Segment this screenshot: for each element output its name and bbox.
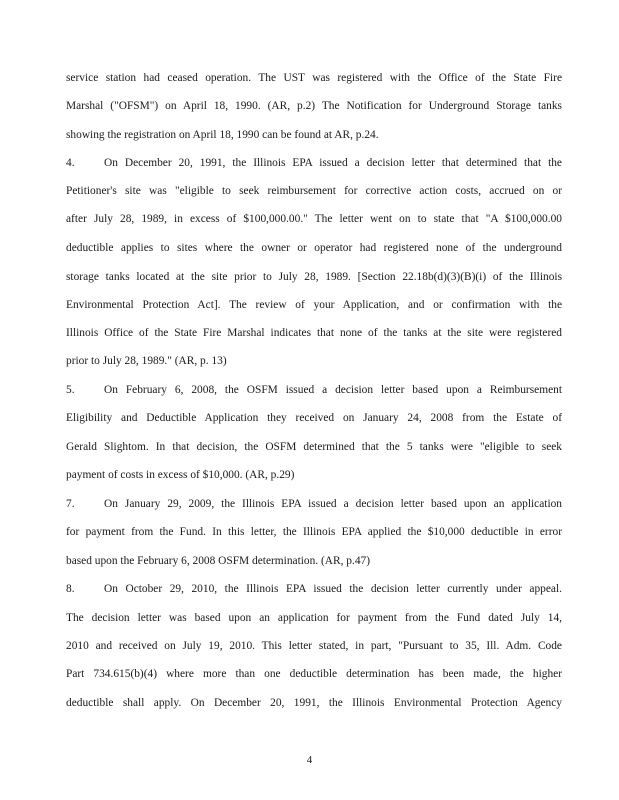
paragraph-4-line: Illinois Office of the State Fire Marshal indicates that none of the tanks at the site were registered: [66, 327, 562, 339]
paragraph-8-line: The decision letter was based upon an application for payment from the Fund dated July 14,: [66, 612, 562, 624]
paragraph-5-line: Gerald Slightom. In that decision, the OSFM determined that the 5 tanks were "eligible to seek: [66, 441, 562, 453]
paragraph-number: 8.: [66, 583, 75, 595]
paragraph-text: On October 29, 2010, the Illinois EPA issued the decision letter currently under appeal.: [104, 583, 562, 595]
intro-line-3: showing the registration on April 18, 1990 can be found at AR, p.24.: [66, 129, 379, 141]
paragraph-4-line: storage tanks located at the site prior to July 28, 1989. [Section 22.18b(d)(3)(B)(i) of the Illinois: [66, 271, 562, 283]
paragraph-text: On February 6, 2008, the OSFM issued a decision letter based upon a Reimbursement: [104, 384, 562, 396]
paragraph-4-line: prior to July 28, 1989." (AR, p. 13): [66, 355, 227, 367]
paragraph-text: On December 20, 1991, the Illinois EPA issued a decision letter that determined that the: [104, 157, 562, 169]
paragraph-7-line: for payment from the Fund. In this letter, the Illinois EPA applied the $10,000 deductible in error: [66, 526, 562, 538]
paragraph-4-line: deductible applies to sites where the owner or operator had registered none of the underground: [66, 242, 562, 254]
paragraph-8-first-line: [66, 582, 562, 596]
paragraph-4-line: after July 28, 1989, in excess of $100,000.00." The letter went on to state that "A $100,000.00: [66, 213, 562, 225]
paragraph-5-first-line: [66, 383, 562, 397]
paragraph-4-line: Environmental Protection Act]. The review of your Application, and or confirmation with the: [66, 299, 562, 311]
paragraph-4-line: Petitioner's site was "eligible to seek reimbursement for corrective action costs, accrued on or: [66, 185, 562, 197]
intro-line-2: Marshal ("OFSM") on April 18, 1990. (AR, p.2) The Notification for Underground Storage tanks: [66, 100, 562, 112]
paragraph-number: 7.: [66, 498, 75, 510]
paragraph-7-line: based upon the February 6, 2008 OSFM determination. (AR, p.47): [66, 555, 371, 567]
intro-line-1: service station had ceased operation. The UST was registered with the Office of the State Fire: [66, 72, 562, 84]
paragraph-4-first-line: [66, 156, 562, 170]
paragraph-5-line: Eligibility and Deductible Application they received on January 24, 2008 from the Estate of: [66, 412, 562, 424]
paragraph-number: 5.: [66, 384, 75, 396]
paragraph-8-line: 2010 and received on July 19, 2010. This letter stated, in part, "Pursuant to 35, Ill. Adm. Code: [66, 640, 562, 652]
paragraph-8-line: Part 734.615(b)(4) where more than one deductible determination has been made, the higher: [66, 668, 562, 680]
paragraph-number: 4.: [66, 157, 75, 169]
page-number: 4: [306, 754, 313, 766]
paragraph-5-line: payment of costs in excess of $10,000. (AR, p.29): [66, 469, 295, 481]
paragraph-7-first-line: [66, 497, 562, 511]
paragraph-text: On January 29, 2009, the Illinois EPA issued a decision letter based upon an application: [104, 498, 562, 510]
paragraph-8-line: deductible shall apply. On December 20, 1991, the Illinois Environmental Protection Agency: [66, 697, 562, 709]
